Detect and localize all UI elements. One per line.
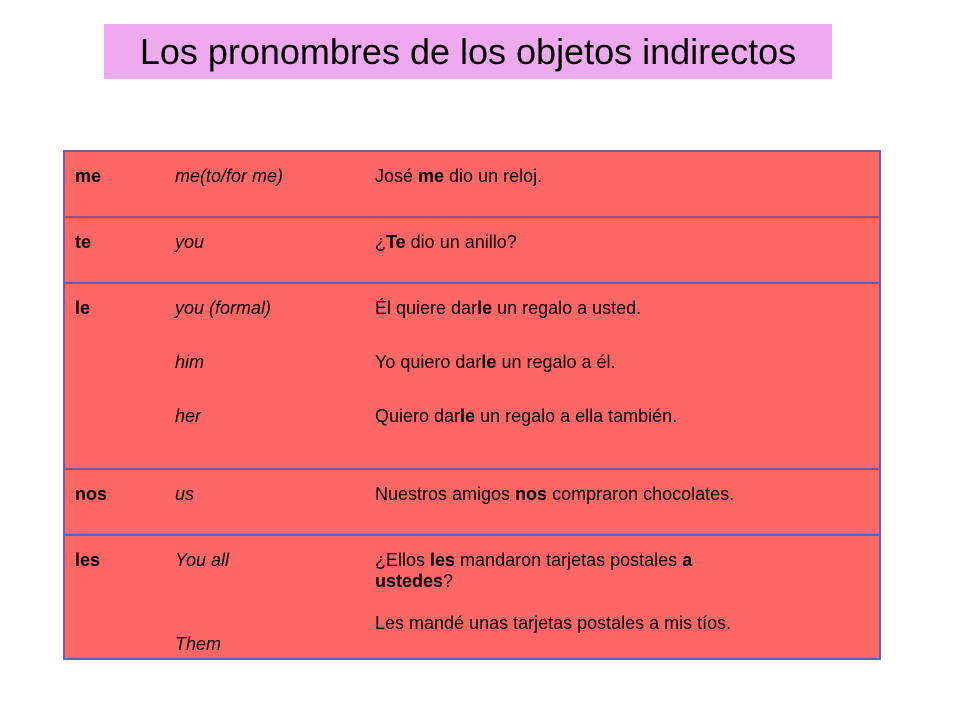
meaning-cell: us bbox=[175, 484, 195, 504]
table-row-te bbox=[64, 217, 880, 283]
meaning-cell: You all Them bbox=[175, 550, 230, 654]
page-title: Los pronombres de los objetos indirectos bbox=[139, 30, 797, 72]
pronoun-cell: nos bbox=[75, 484, 108, 504]
pronoun-table bbox=[63, 150, 881, 660]
example-cell: ¿Te dio un anillo? bbox=[375, 232, 517, 252]
pronoun-cell: me bbox=[75, 166, 102, 186]
pronoun-cell: le bbox=[75, 298, 91, 318]
meaning-cell: me(to/for me) bbox=[175, 166, 284, 186]
meaning-cell: you bbox=[175, 232, 205, 252]
table-row-les bbox=[64, 535, 880, 659]
table-row-le bbox=[64, 283, 880, 469]
example-cell: ¿Ellos les mandaron tarjetas postales a ustedes? Les mandé unas tarjetas postales a mis tíos. bbox=[375, 550, 732, 633]
title-banner bbox=[104, 24, 832, 79]
example-cell: Él quiere darle un regalo a usted. Yo quiero darle un regalo a él. Quiero darle un regalo a ella también. bbox=[375, 298, 678, 426]
table-row-nos bbox=[64, 469, 880, 535]
example-cell: José me dio un reloj. bbox=[375, 166, 543, 186]
table-row-me bbox=[64, 151, 880, 217]
pronoun-cell: les bbox=[75, 550, 101, 570]
example-cell: Nuestros amigos nos compraron chocolates. bbox=[375, 484, 735, 504]
pronoun-cell: te bbox=[75, 232, 92, 252]
meaning-cell: you (formal) him her bbox=[175, 298, 272, 426]
